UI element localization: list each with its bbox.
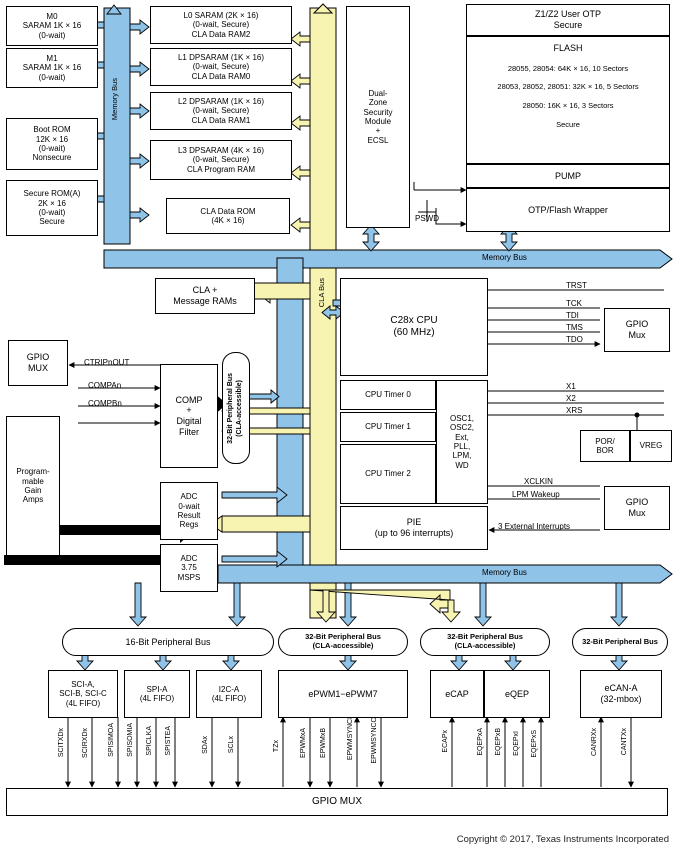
saram-l1 [150,48,292,86]
signal-tdo: TDO [566,335,583,344]
adc-result-line-1: ADC [180,492,198,502]
adc-core-line-3: MSPS [177,572,201,582]
m1-line-1: M1 [46,53,58,63]
security-line-1: Dual- [368,88,388,98]
sci-line-3: (4L FIFO) [65,698,101,708]
peripheral-bus-16bit [62,628,274,656]
pin-label-spisomia: SPISOMIA [127,723,134,757]
l0-line-3: CLA Data RAM2 [191,29,251,39]
comp-digital-filter [160,364,218,468]
pga-line-1: Program- [16,467,50,477]
dual-zone-security-module [346,6,410,228]
pin-label-sdax: SDAx [202,736,209,754]
saram-l2 [150,92,292,130]
programmable-gain-amps [6,416,60,556]
cla-message-line-2: Message RAMs [173,296,237,306]
flash-block [466,36,670,164]
ecan-line-1: eCAN-A [604,683,638,694]
security-line-6: ECSL [367,135,389,145]
peripheral-bus-32bit-b [420,628,550,656]
cpu-timer-2-label: CPU Timer 2 [365,469,411,479]
boot-rom-line-4: Nonsecure [32,153,72,163]
pin-label-tzx: TZx [273,740,280,753]
adc-result-regs [160,482,218,540]
peripheral-eqep [484,670,550,718]
osc-line-2: OSC2, [449,423,474,433]
flash-line-4: Secure [556,120,580,130]
comp-line-3: Digital [176,416,202,426]
memory-bus-label-lower: Memory Bus [482,568,527,577]
gpio-mux-bottom-label: GPIO MUX [311,796,362,808]
pin-label-epwmsynco: EPWMSYNCO [371,717,378,764]
signal-x1: X1 [566,382,576,391]
peripheral-bus-32-vertical [222,352,250,464]
signal-x2: X2 [566,394,576,403]
label-ctripnout: CTRIPnOUT [84,358,130,367]
pie-block [340,506,488,550]
comp-line-1: COMP [175,394,203,405]
pin-label-scitxdx: SCITXDx [58,728,65,758]
por-bor-line-2: BOR [596,446,614,455]
i2c-line-2: (4L FIFO) [211,694,247,703]
secure-rom-line-2: 2K × 16 [38,198,66,208]
ecan-line-2: (32-mbox) [600,694,642,704]
l2-line-2: (0-wait, Secure) [192,106,250,116]
gpio-mux-left-line-1: GPIO [26,352,50,363]
osc-line-3: Ext, [455,432,469,442]
cpu-timer-0-label: CPU Timer 0 [365,390,411,400]
l3-line-3: CLA Program RAM [186,164,255,174]
gpio-mux-left [8,340,68,386]
sci-line-2: SCI-B, SCI-C [59,689,107,699]
cla-message-rams [155,278,255,314]
pb32a-line-1: 32-Bit Peripheral Bus [305,632,381,642]
pga-line-3: Gain [24,486,42,495]
memory-bus-vertical-label: Memory Bus [110,78,119,121]
otp-header-line-2: Secure [553,20,583,30]
copyright-notice: Copyright © 2017, Texas Instruments Incorporated [456,834,669,845]
pb32-vertical-line-2: (CLA-accessible) [236,379,243,437]
flash-line-2: 28053, 28052, 28051: 32K × 16, 5 Sectors [497,82,639,92]
adc-result-line-2: 0-wait [178,501,200,511]
m0-line-1: M0 [46,11,58,21]
l3-line-1: L3 DPSARAM (4K × 16) [177,145,265,155]
cla-bus-label: CLA Bus [317,278,326,308]
osc-line-5: LPM, [452,451,472,461]
pin-label-epwmxa: EPWMxA [300,728,307,758]
pin-label-cantxx: CANTXx [621,728,628,756]
label-compbn: COMPBn [88,399,122,408]
i2c-line-1: I2C-A [218,684,240,694]
m1-line-3: (0-wait) [38,72,66,82]
pin-label-spisimoa: SPISIMOA [108,723,115,757]
pin-label-epwmxb: EPWMxB [320,728,327,758]
security-line-3: Security [363,107,393,117]
pin-label-eqepxb: EQEPxB [495,728,502,756]
signal-tms: TMS [566,323,583,332]
pin-label-spistea: SPISTEA [165,726,172,756]
comp-line-4: Filter [179,426,199,437]
peripheral-i2c [196,670,262,718]
gpio-mux-right-bottom-line-1: GPIO [625,497,649,508]
comp-line-2: + [186,405,192,416]
pin-label-canrxx: CANRXx [591,728,598,757]
adc-result-line-3: Result [177,511,201,520]
otp-flash-wrapper [466,188,670,232]
pswd-label: PSWD [415,214,439,223]
pb32a-line-2: (CLA-accessible) [312,641,374,650]
memory-bus-lower [218,565,672,583]
pump-block [466,164,670,188]
gpio-mux-left-line-2: MUX [27,363,48,373]
adc-core [160,544,218,592]
pb32b-line-1: 32-Bit Peripheral Bus [447,632,523,642]
signal-xclkin: XCLKIN [524,477,553,486]
memory-block-m1 [6,48,98,88]
saram-l3 [150,140,292,180]
security-line-4: Module [364,117,392,126]
memory-block-secure-rom [6,180,98,236]
memory-bus-label-upper: Memory Bus [482,253,527,262]
pie-line-1: PIE [406,517,422,528]
security-line-2: Zone [368,98,388,108]
spi-line-1: SPI-A [146,684,168,694]
flash-line-3: 28050: 16K × 16, 3 Sectors [522,101,614,111]
pin-label-eqepxi: EQEPxI [513,731,520,756]
l0-line-2: (0-wait, Secure) [192,20,250,30]
gpio-mux-bottom [6,788,668,816]
epwm-label: ePWM1−ePWM7 [308,688,378,699]
m0-line-2: SARAM 1K × 16 [22,21,82,31]
memory-block-m0 [6,6,98,46]
l2-line-1: L2 DPSARAM (1K × 16) [177,96,265,106]
cpu-timer-0 [340,380,436,410]
m1-line-2: SARAM 1K × 16 [22,63,82,73]
pin-label-sclx: SCLx [228,736,235,754]
signal-tck: TCK [566,299,582,308]
peripheral-bus-32bit-a [278,628,408,656]
label-compan: COMPAn [88,381,122,390]
signal-lpm-wakeup: LPM Wakeup [512,490,560,499]
security-line-5: + [375,126,381,136]
adc-core-line-2: 3.75 [181,563,197,573]
cpu-line-1: C28x CPU [390,315,438,327]
peripheral-epwm [278,670,408,718]
l1-line-3: CLA Data RAM0 [191,71,251,81]
pb16-label: 16-Bit Peripheral Bus [125,636,211,647]
memory-bus-vertical-left [104,8,130,244]
gpio-mux-right-top-line-2: Mux [628,330,646,340]
adc-core-line-1: ADC [180,553,198,563]
cpu-timer-1 [340,412,436,442]
pb32c-label: 32-Bit Peripheral Bus [582,636,658,646]
pie-line-2: (up to 96 interrupts) [374,528,454,538]
cla-data-rom-line-1: CLA Data ROM [200,206,256,216]
osc-line-4: PLL, [453,442,471,451]
boot-rom-line-2: 12K × 16 [35,134,69,144]
cla-message-line-1: CLA + [192,285,218,296]
flash-line-1: 28055, 28054: 64K × 16, 10 Sectors [507,63,629,73]
signal-trst: TRST [566,281,587,290]
m0-line-3: (0-wait) [38,30,66,40]
por-bor-line-1: POR/ [595,436,615,446]
user-otp-block [466,4,670,36]
spi-line-2: (4L FIFO) [139,694,175,703]
cpu-timer-1-label: CPU Timer 1 [365,422,411,432]
pin-label-scirxdx: SCIRXDx [82,728,89,758]
peripheral-ecan [580,670,662,718]
otp-header-line-1: Z1/Z2 User OTP [534,9,601,20]
sci-line-1: SCI-A, [71,679,95,689]
pb32-vertical-line-1: 32-Bit Peripheral Bus [227,372,235,444]
pga-line-4: Amps [22,495,44,505]
signal-tdi: TDI [566,311,579,320]
gpio-mux-right-top-line-1: GPIO [625,319,649,330]
l1-line-2: (0-wait, Secure) [192,62,250,72]
pin-label-ecapx: ECAPx [442,730,449,753]
osc-line-1: OSC1, [449,413,474,423]
pump-label: PUMP [554,170,581,181]
secure-rom-line-3: (0-wait) [38,208,66,217]
boot-rom-line-1: Boot ROM [33,125,71,135]
gpio-mux-right-bottom [604,486,670,530]
signal-xrs: XRS [566,406,583,415]
peripheral-bus-32bit-c [572,628,668,656]
memory-bus-upper [104,250,672,268]
adc-result-line-4: Regs [179,520,199,530]
pin-label-eqepxs: EQEPxS [531,730,538,758]
por-bor-block [580,430,630,462]
vreg-label: VREG [639,441,663,451]
pin-label-eqepxa: EQEPxA [477,728,484,756]
cpu-line-2: (60 MHz) [393,327,435,338]
pb32b-line-2: (CLA-accessible) [454,641,516,650]
peripheral-ecap [430,670,484,718]
peripheral-sci [48,670,118,718]
ecap-label: eCAP [445,688,469,699]
memory-block-boot-rom [6,118,98,170]
cla-data-rom-line-2: (4K × 16) [211,216,245,225]
boot-rom-line-3: (0-wait) [38,144,66,153]
l3-line-2: (0-wait, Secure) [192,155,250,165]
cpu-timer-2 [340,444,436,504]
flash-title: FLASH [553,43,583,53]
gpio-mux-right-top [604,308,670,352]
cla-data-rom [166,198,290,234]
gpio-mux-right-bottom-line-2: Mux [628,508,646,518]
peripheral-spi [124,670,190,718]
saram-l0 [150,6,292,44]
osc-pll-wd-block [436,380,488,504]
secure-rom-line-4: Secure [39,217,65,227]
osc-line-6: WD [455,460,469,470]
eqep-label: eQEP [504,688,529,699]
pin-label-spiclka: SPICLKA [146,726,153,756]
otp-flash-wrapper-label: OTP/Flash Wrapper [528,204,608,215]
l1-line-1: L1 DPSARAM (1K × 16) [177,52,265,62]
pga-line-2: mable [22,476,44,486]
pin-label-epwmsynci: EPWMSYNCI [347,717,354,761]
l0-line-1: L0 SARAM (2K × 16) [183,10,259,20]
l2-line-3: CLA Data RAM1 [191,115,251,125]
c28x-cpu [340,278,488,376]
secure-rom-line-1: Secure ROM(A) [23,189,81,199]
signal-external-interrupts: 3 External Interrupts [498,522,571,531]
vreg-block [630,430,672,462]
